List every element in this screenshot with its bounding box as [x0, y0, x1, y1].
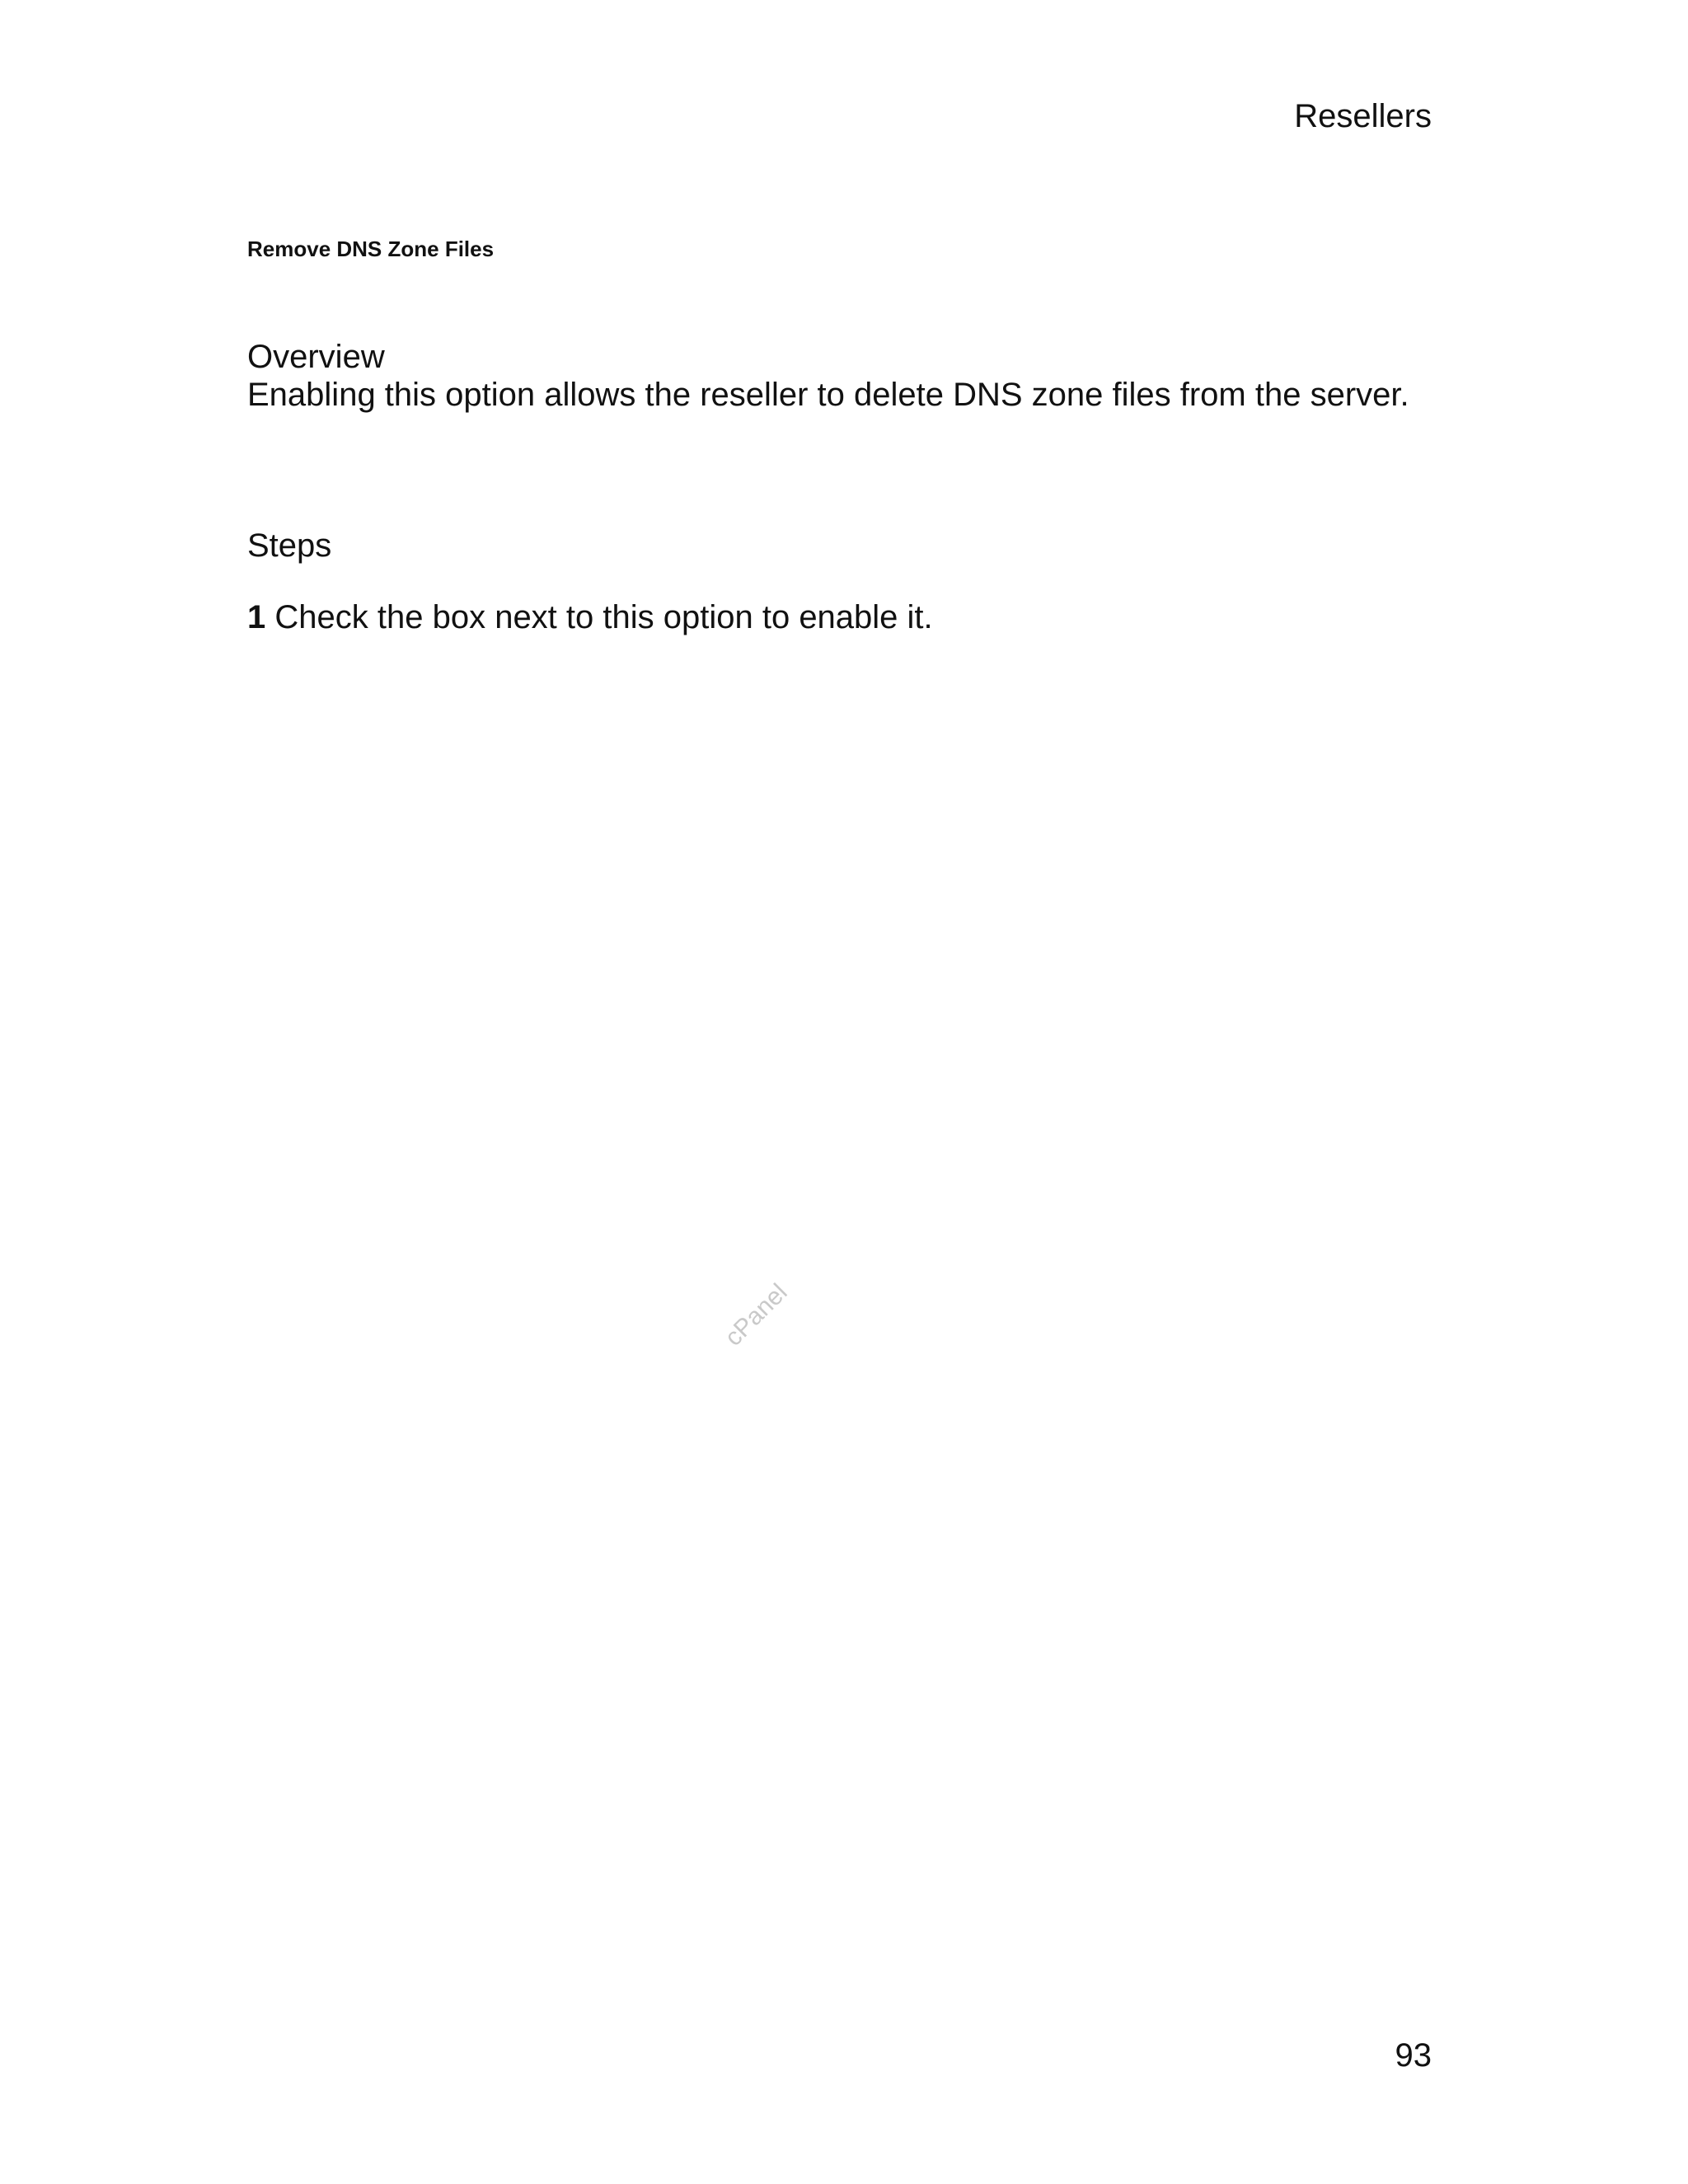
page-number: 93	[1395, 2037, 1432, 2074]
step-number: 1	[247, 599, 266, 635]
step-text: Check the box next to this option to enable it.	[274, 599, 933, 635]
running-header: Resellers	[1294, 98, 1432, 134]
overview-heading: Overview	[247, 339, 385, 375]
watermark: cPanel	[720, 1278, 793, 1352]
overview-text: Enabling this option allows the reseller to delete DNS zone files from the server.	[247, 377, 1409, 413]
section-title: Remove DNS Zone Files	[247, 237, 495, 261]
steps-heading: Steps	[247, 527, 332, 564]
step-item	[247, 598, 933, 637]
